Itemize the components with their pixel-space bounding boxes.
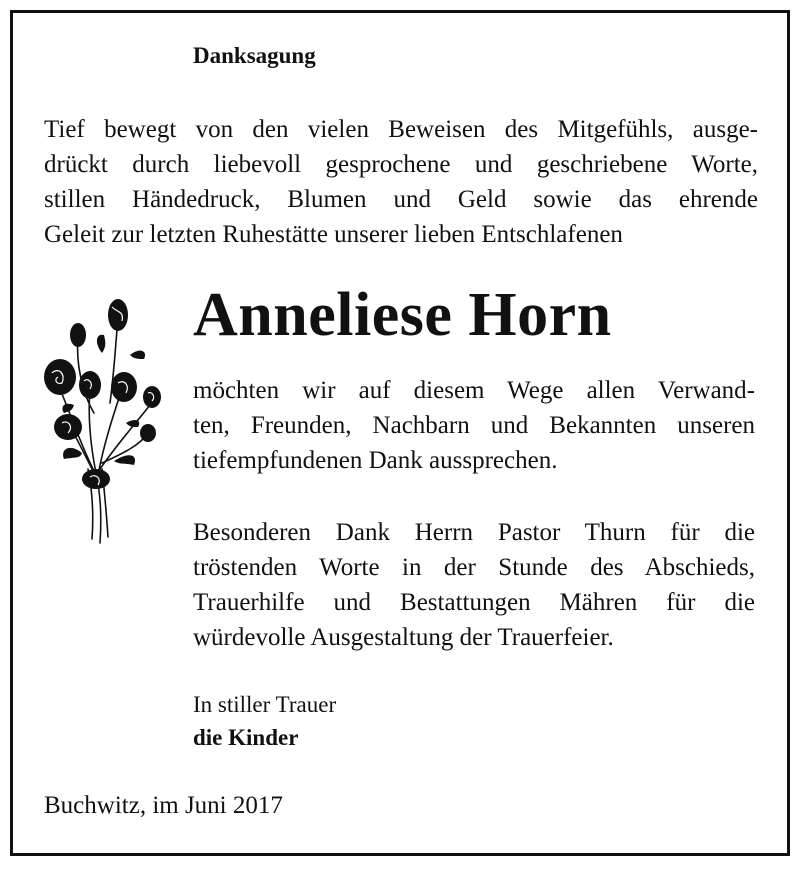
notice-heading: Danksagung bbox=[193, 43, 316, 68]
place-date: Buchwitz, im Juni 2017 bbox=[44, 792, 283, 819]
special-thanks-line: Besonderen Dank Herrn Pastor Thurn für die bbox=[193, 519, 755, 546]
intro-line: Geleit zur letzten Ruhestätte unserer lieben Entschlafenen bbox=[44, 221, 623, 248]
intro-line: drückt durch liebevoll gesprochene und geschriebene Worte, bbox=[44, 151, 758, 178]
rose-bouquet-icon bbox=[30, 293, 172, 545]
intro-line: Tief bewegt von den vielen Beweisen des Mitgefühls, ausge- bbox=[44, 116, 758, 143]
deceased-name: Anneliese Horn bbox=[193, 281, 612, 349]
intro-line: stillen Händedruck, Blumen und Geld sowie das ehrende bbox=[44, 186, 758, 213]
signer: die Kinder bbox=[193, 725, 299, 750]
special-thanks-paragraph bbox=[193, 515, 755, 655]
closing-block bbox=[193, 688, 336, 754]
special-thanks-line: Trauerhilfe und Bestattungen Mähren für die bbox=[193, 589, 755, 616]
special-thanks-line: tröstenden Worte in der Stunde des Abschieds, bbox=[193, 554, 755, 581]
thanks-line: ten, Freunden, Nachbarn und Bekannten unseren bbox=[193, 412, 755, 439]
intro-paragraph bbox=[44, 112, 758, 252]
thanks-line: tiefempfundenen Dank aussprechen. bbox=[193, 447, 558, 474]
thanks-line: möchten wir auf diesem Wege allen Verwand- bbox=[193, 377, 755, 404]
special-thanks-line: würdevolle Ausgestaltung der Trauerfeier. bbox=[193, 624, 614, 651]
closing-phrase: In stiller Trauer bbox=[193, 692, 337, 717]
thanks-paragraph bbox=[193, 373, 755, 478]
